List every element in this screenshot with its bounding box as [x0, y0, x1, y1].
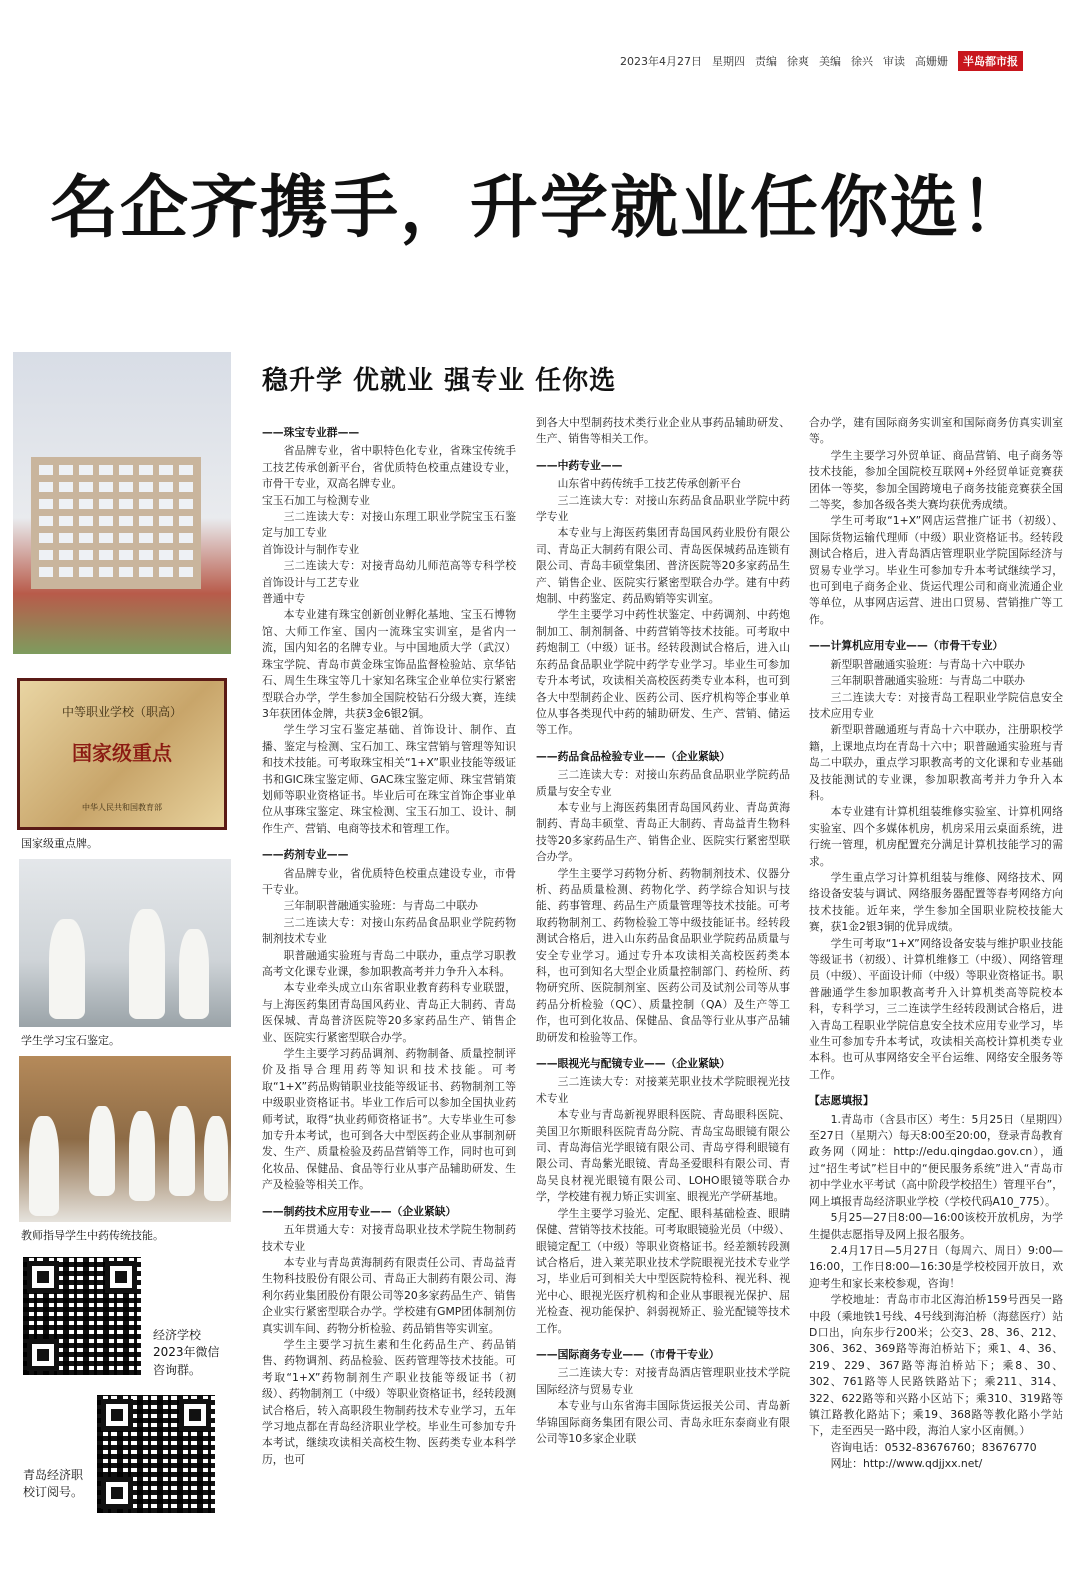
- plaque-caption: 国家级重点牌。: [21, 837, 98, 850]
- student-figure: [49, 919, 85, 1019]
- paragraph: 省品牌专业，省优质特色校重点建设专业，市骨干专业。: [262, 866, 516, 896]
- plaque-title: 国家级重点: [72, 741, 172, 765]
- editor-name: 徐爽: [787, 55, 809, 68]
- campus-building-photo: [13, 352, 231, 654]
- herbal-class-photo: [19, 1056, 231, 1222]
- building-window: [59, 550, 73, 560]
- paragraph: 学生主要学习验光、定配、眼科基础检查、眼睛保健、营销等技术技能。可考取眼镜验光员（中级）、眼镜定配工（中级）等职业资格证书。经差额转段测试合格后，进入莱芜职业技术学院眼视光技术专业学习，毕业后可到相关大中型医院特检科、视光科、视光中心、眼视光医疗机构和企业从事眼视光保护、屈光检查、视功能保护、斜弱视矫正、验光配镜等技术工作。: [536, 1206, 790, 1335]
- page-headline: 名企齐携手，升学就业任你选！: [49, 169, 1030, 248]
- qr-finder: [101, 1477, 133, 1509]
- building-window: [99, 567, 113, 577]
- building-window: [39, 465, 53, 475]
- section-heading: 【志愿填报】: [809, 1094, 874, 1108]
- building-window: [59, 465, 73, 475]
- building-window: [179, 499, 193, 509]
- section-heading: ——计算机应用专业——（市骨干专业）: [809, 639, 1004, 653]
- building-shape: [31, 457, 201, 589]
- building-window: [39, 482, 53, 492]
- building-window: [159, 465, 173, 475]
- national-key-plaque: [17, 678, 227, 830]
- building-window: [139, 567, 153, 577]
- editor-label: 责编: [755, 55, 777, 68]
- building-window: [39, 499, 53, 509]
- paragraph: 学生主要学习药物分析、药物制剂技术、仪器分析、药品质量检测、药物化学、药学综合知识与技能、药事管理、药品生产质量管理等技术技能。可考取药物制剂工、药物检验工等中级技能证书。经转段测试合格后，进入山东药品食品职业学院药品质量与安全专业学习。通过专升本攻读相关高校医药类本科，也可到知名大型企业质量控制部门、药检所、药物研究所、医院制剂室、医药公司及试剂公司等从事药品分析检验（QC）、质量控制（QA）及生产等工作，也可到化妆品、保健品、食品等行业从事产品辅助研发和检验等工作。: [536, 866, 790, 1044]
- building-window: [179, 482, 193, 492]
- herbal-class-caption: 教师指导学生中药传统技能。: [21, 1229, 164, 1242]
- building-window: [179, 533, 193, 543]
- building-window: [139, 465, 153, 475]
- building-window: [59, 482, 73, 492]
- qr-finder: [101, 1399, 133, 1431]
- paragraph: 三二连读大专：对接山东理工职业学院宝玉石鉴定与加工专业: [262, 510, 516, 540]
- section-heading: ——药品食品检验专业——（企业紧缺）: [536, 749, 731, 763]
- building-window: [159, 499, 173, 509]
- building-window: [79, 533, 93, 543]
- building-window: [79, 482, 93, 492]
- teacher-figure: [29, 1116, 59, 1216]
- wechat-group-caption: 经济学校2023年微信咨询群。: [153, 1328, 220, 1377]
- paragraph: 到各大中型制药技术类行业企业从事药品辅助研发、生产、销售等相关工作。: [536, 416, 790, 446]
- paragraph: 三二连读大专：对接青岛酒店管理职业技术学院国际经济与贸易专业: [536, 1366, 790, 1396]
- paragraph: 本专业与青岛新视界眼科医院、青岛眼科医院、美国卫尔斯眼科医院青岛分院、青岛宝岛眼镜有限公司、青岛海信光学眼镜有限公司、青岛亨得利眼镜有限公司、青岛紫光眼镜、青岛圣爱眼科有限公司、青岛吴良材视光眼镜有限公司、LOHO眼镜等联合办学，学校建有视力矫正实训室、眼视光产学研基地。: [536, 1108, 790, 1204]
- building-window: [99, 533, 113, 543]
- building-window: [99, 550, 113, 560]
- article-column-1: [262, 415, 516, 1468]
- paragraph: 学生主要学习外贸单证、商品营销、电子商务等技术技能，参加全国院校互联网+外经贸单证竞赛获团体一等奖，参加全国跨境电子商务技能竞赛获全国二等奖，参加各级各类大赛均获优秀成绩。: [809, 448, 1063, 512]
- newspaper-logo: 半岛都市报: [958, 51, 1023, 71]
- paragraph: 学生主要学习抗生素和生化药品生产、药品销售、药物调剂、药品检验、医药管理等技术技能。可考取“1+X”药物制剂生产职业技能等级证书（初级）、药物制剂工（中级）等职业资格证书，经转段测试合格后，转入高职段生物制药技术专业学习，五年学习地点都在青岛经济职业学校。毕业生可参加专升本考试，继续攻读相关高校生物、医药类专业本科学历，也可: [262, 1337, 516, 1466]
- building-window: [39, 516, 53, 526]
- building-window: [99, 482, 113, 492]
- review-label: 审读: [883, 55, 905, 68]
- building-window: [59, 533, 73, 543]
- building-window: [119, 499, 133, 509]
- building-window: [139, 499, 153, 509]
- building-window: [59, 567, 73, 577]
- paragraph: 三二连读大专：对接莱芜职业技术学院眼视光技术专业: [536, 1075, 790, 1105]
- building-window: [159, 550, 173, 560]
- building-window: [59, 516, 73, 526]
- building-window: [79, 499, 93, 509]
- student-figure: [169, 1106, 195, 1196]
- paragraph: 学生主要学习药品调剂、药物制备、质量控制评价及指导合理用药等知识和技术技能。可考取“1+X”药品购销职业技能等级证书、药物制剂工等中级职业资格证书。毕业工作后可以参加全国执业药师考试，取得“执业药师资格证书”。大专毕业生可参加专升本考试，也可到各大中型医药企业从事制剂研发、生产、质量检验及药品营销等工作，同时也可到化妆品、保健品、食品等行业从事产品辅助研发、生产及检验等相关工作。: [262, 1047, 516, 1192]
- article-column-3: [809, 415, 1063, 1473]
- building-window: [139, 533, 153, 543]
- paragraph: 合办学，建有国际商务实训室和国际商务仿真实训室等。: [809, 416, 1063, 446]
- building-window: [159, 533, 173, 543]
- paragraph: 2.4月17日—5月27日（每周六、周日）9:00—16:00，工作日8:00—16:30是学校校园开放日，欢迎考生和家长来校参观，咨询！: [809, 1243, 1063, 1290]
- paragraph: 学生学习宝石鉴定基础、首饰设计、制作、直播、鉴定与检测、宝石加工、珠宝营销与管理等知识和技术技能。可考取珠宝相关“1+X”职业技能等级证书和GIC珠宝鉴定师、GAC珠宝鉴定师、珠宝营销策划师等职业资格证书。毕业后可在珠宝首饰企事业单位从事珠宝鉴定、珠宝检测、宝玉石加工、设计、制作生产、营销、电商等技术和管理工作。: [262, 723, 516, 835]
- building-window: [39, 567, 53, 577]
- plaque-issuer: 中华人民共和国教育部: [82, 803, 162, 812]
- reviewer-name: 高姗姗: [915, 55, 948, 68]
- paragraph: 学生可考取“1+X”网络设备安装与维护职业技能等级证书（初级）、计算机维修工（中级）、网络管理员（中级）、平面设计师（中级）等职业资格证书。职普融通学生参加职教高考升入计算机类高等院校本科，专科学习，三二连读学生经转段测试合格后，进入青岛工程职业学院信息安全技术应用专业学习，毕业生可参加专升本考试，攻读相关高校计算机类专业本科。也可从事网络安全平台运维、网络安全服务等工作。: [809, 936, 1063, 1081]
- paragraph: 本专业牵头成立山东省职业教育药科专业联盟，与上海医药集团青岛国风药业、青岛正大制药、青岛医保城、青岛普济医院等20多家药品生产、销售企业、医院实行紧密型联合办学。: [262, 981, 516, 1044]
- paragraph: 咨询电话：0532-83676760；83676770: [830, 1440, 1037, 1454]
- building-window: [119, 465, 133, 475]
- building-window: [139, 516, 153, 526]
- paragraph: 学生主要学习中药性状鉴定、中药调剂、中药炮制加工、制剂制备、中药营销等技术技能。可考取中药炮制工（中级）证书。经转段测试合格后，进入山东药品食品职业学院中药学专业学习。毕业生可参加专升本考试，攻读相关高校医药类专业本科，也可到各大中型制药企业、医药公司、医疗机构等企事业单位从事各类现代中药的辅助研发、生产、营销、储运等工作。: [536, 608, 790, 737]
- paragraph: 山东省中药传统手工技艺传承创新平台: [557, 477, 742, 491]
- building-window: [139, 550, 153, 560]
- building-window: [99, 465, 113, 475]
- building-window: [79, 516, 93, 526]
- building-window: [119, 550, 133, 560]
- paragraph: 学校地址：青岛市市北区海泊桥159号西吴一路中段（乘地铁1号线、4号线到海泊桥（海慈医疗）站D口出，向东步行200米；公交3、28、36、212、306、362、369路等海泊桥站下；乘1、4、36、219、229、367路等海泊桥站下；乘8、30、302、761路等人民路铁路站下；乘211、314、322、622路等和兴路小区站下；乘310、319路等镇江路教化路站下；乘19、368路等教化路小学站下，走至西吴一路中段，海泊人家小区南侧。）: [809, 1293, 1063, 1438]
- paragraph: 省品牌专业，省中职特色化专业，省珠宝传统手工技艺传承创新平台，省优质特色校重点建设专业，市骨干专业，双高名牌专业。: [262, 444, 516, 491]
- building-window: [39, 533, 53, 543]
- qr-finder: [27, 1339, 59, 1371]
- gem-lab-caption: 学生学习宝石鉴定。: [21, 1034, 120, 1047]
- designer-name: 徐兴: [851, 55, 873, 68]
- building-window: [79, 465, 93, 475]
- paragraph: 学生重点学习计算机组装与维修、网络技术、网络设备安装与调试、网络服务器配置等春考网络方向技术技能。近年来，学生参加全国职业院校技能大赛，获1金2银3铜的优异成绩。: [809, 870, 1063, 934]
- issue-weekday: 星期四: [712, 55, 745, 68]
- building-window: [119, 533, 133, 543]
- plaque-school-type: 中等职业学校（职高）: [61, 705, 182, 719]
- issue-date: 2023年4月27日: [620, 55, 702, 68]
- paragraph: 三二连读大专：对接山东药品食品职业学院药品质量与安全专业: [536, 768, 790, 798]
- building-window: [179, 465, 193, 475]
- building-window: [99, 516, 113, 526]
- paragraph: 新型职普融通班与青岛十六中联办，注册职校学籍，上课地点均在青岛十六中；职普融通实验班与青岛二中联办，重点学习职教高考的文化课和专业基础及技能测试的专业课，参加职教高考并力争升入本科。: [809, 723, 1063, 802]
- paragraph: 首饰设计与制作专业: [262, 542, 360, 556]
- building-window: [179, 567, 193, 577]
- building-window: [119, 516, 133, 526]
- building-window: [79, 567, 93, 577]
- building-window: [119, 482, 133, 492]
- building-window: [159, 516, 173, 526]
- building-window: [159, 482, 173, 492]
- paragraph: 学生可考取“1+X”网店运营推广证书（初级）、国际货物运输代理师（中级）职业资格证书。经转段测试合格后，进入青岛酒店管理职业学院国际经济与贸易专业学习。毕业生可参加专升本考试继续学习，也可到电子商务企业、货运代理公司和商业流通企业等单位，从事网店运营、进出口贸易、营销推广等工作。: [809, 514, 1063, 626]
- student-figure: [129, 1111, 155, 1201]
- paragraph: 三二连读大专：对接青岛幼儿师范高等专科学校首饰设计与工艺专业: [262, 559, 516, 589]
- section-heading: ——中药专业——: [536, 458, 623, 472]
- paragraph: 5月25—27日8:00—16:00该校开放机房，为学生提供志愿指导及网上报名服务。: [809, 1211, 1063, 1241]
- masthead-bar: [620, 50, 1062, 72]
- photo-sidebar: [13, 352, 231, 1517]
- building-window: [59, 499, 73, 509]
- building-window: [159, 567, 173, 577]
- article-column-2: [536, 415, 790, 1447]
- student-figure: [129, 909, 165, 1019]
- student-figure: [179, 929, 209, 1019]
- section-heading: ——珠宝专业群——: [262, 426, 360, 439]
- qr-finder: [27, 1261, 59, 1293]
- paragraph: 普通中专: [262, 592, 306, 606]
- paragraph: 本专业建有珠宝创新创业孵化基地、宝玉石博物馆、大师工作室、国内一流珠宝实训室，是省内一流，国内知名的名牌专业。与中国地质大学（武汉）珠宝学院、青岛市黄金珠宝饰品监督检验站、京华钻石、周生生珠宝等几十家知名珠宝企业单位实行紧密型联合办学，学生参加全国院校钻石分级大赛，连续3年获团体金牌，共获3金6银2铜。: [262, 608, 516, 720]
- paragraph: 宝玉石加工与检测专业: [262, 493, 370, 507]
- paragraph: 本专业建有计算机组装维修实验室、计算机网络实验室、四个多媒体机房，机房采用云桌面系统，进行统一管理，机房配置充分满足计算机技能学习的需求。: [809, 805, 1063, 868]
- paragraph: 三二连读大专：对接山东药品食品职业学院中药学专业: [536, 493, 790, 524]
- section-heading: ——眼视光与配镜专业——（企业紧缺）: [536, 1057, 731, 1071]
- qr-section: [13, 1257, 231, 1517]
- qr-finder: [179, 1399, 211, 1431]
- student-figure: [89, 1106, 115, 1196]
- paragraph: 新型职普融通实验班：与青岛十六中联办: [830, 657, 1025, 671]
- section-subtitle: 稳升学 优就业 强专业 任你选: [262, 366, 617, 396]
- building-window: [179, 516, 193, 526]
- building-window: [139, 482, 153, 492]
- section-heading: ——药剂专业——: [262, 848, 349, 862]
- building-window: [99, 499, 113, 509]
- paragraph: 本专业与上海医药集团青岛国风药业、青岛黄海制药、青岛丰硕堂、青岛正大制药、青岛益青生物科技等20多家药品生产、销售企业、医院实行紧密型联合办学。: [536, 800, 790, 864]
- subscription-qr-code[interactable]: [97, 1395, 215, 1513]
- paragraph: 五年贯通大专：对接青岛职业技术学院生物制药技术专业: [262, 1223, 516, 1253]
- subscription-caption: 青岛经济职校订阅号。: [23, 1468, 84, 1500]
- gem-lab-photo: [19, 859, 231, 1027]
- paragraph: 三年制职普融通实验班：与青岛二中联办: [283, 899, 478, 913]
- building-window: [119, 567, 133, 577]
- paragraph: 职普融通实验班与青岛二中联办，重点学习职教高考文化课专业课，参加职教高考并力争升入本科。: [262, 948, 516, 978]
- wechat-group-qr-code[interactable]: [23, 1257, 141, 1375]
- paragraph: 网址：http://www.qdjjxx.net/: [830, 1457, 983, 1471]
- paragraph: 三年制职普融通实验班：与青岛二中联办: [830, 674, 1025, 688]
- building-window: [179, 550, 193, 560]
- paragraph: 本专业与上海医药集团青岛国风药业股份有限公司、青岛正大制药有限公司、青岛医保城药品连锁有限公司、青岛丰硕堂集团、普济医院等20多家药品生产、销售企业、医院实行紧密型联合办学。建有中药炮制、中药鉴定、药品购销等实训室。: [536, 526, 790, 606]
- design-label: 美编: [819, 55, 841, 68]
- paragraph: 三二连读大专：对接青岛工程职业学院信息安全技术应用专业: [809, 690, 1063, 720]
- section-heading: ——制药技术应用专业——（企业紧缺）: [262, 1204, 457, 1218]
- paragraph: 本专业与青岛黄海制药有限责任公司、青岛益青生物科技股份有限公司、青岛正大制药有限公司、海利尔药业集团股份有限公司等20多家药品生产、销售企业实行紧密型联合办学。学校建有GMP团体制剂仿真实训车间、药物分析检验、药品销售等实训室。: [262, 1255, 516, 1335]
- paragraph: 本专业与山东省海丰国际货运报关公司、青岛新华锦国际商务集团有限公司、青岛永旺东泰商业有限公司等10多家企业联: [536, 1399, 790, 1445]
- building-window: [79, 550, 93, 560]
- section-heading: ——国际商务专业——（市骨干专业）: [536, 1347, 720, 1361]
- qr-finder: [105, 1261, 137, 1293]
- student-figure: [204, 1116, 228, 1201]
- building-window: [39, 550, 53, 560]
- paragraph: 1.青岛市（含县市区）考生：5月25日（星期四）至27日（星期六）每天8:00至20:00，登录青岛教育政务网（网址：http://edu.qingdao.gov.cn），通过“招生考试”栏目中的“便民服务系统”进入“青岛市初中学业水平考试（高中阶段学校招生）管理平台”，网上填报青岛经济职业学校（学校代码A10_775）。: [809, 1112, 1063, 1208]
- paragraph: 三二连读大专：对接山东药品食品职业学院药物制剂技术专业: [262, 915, 516, 946]
